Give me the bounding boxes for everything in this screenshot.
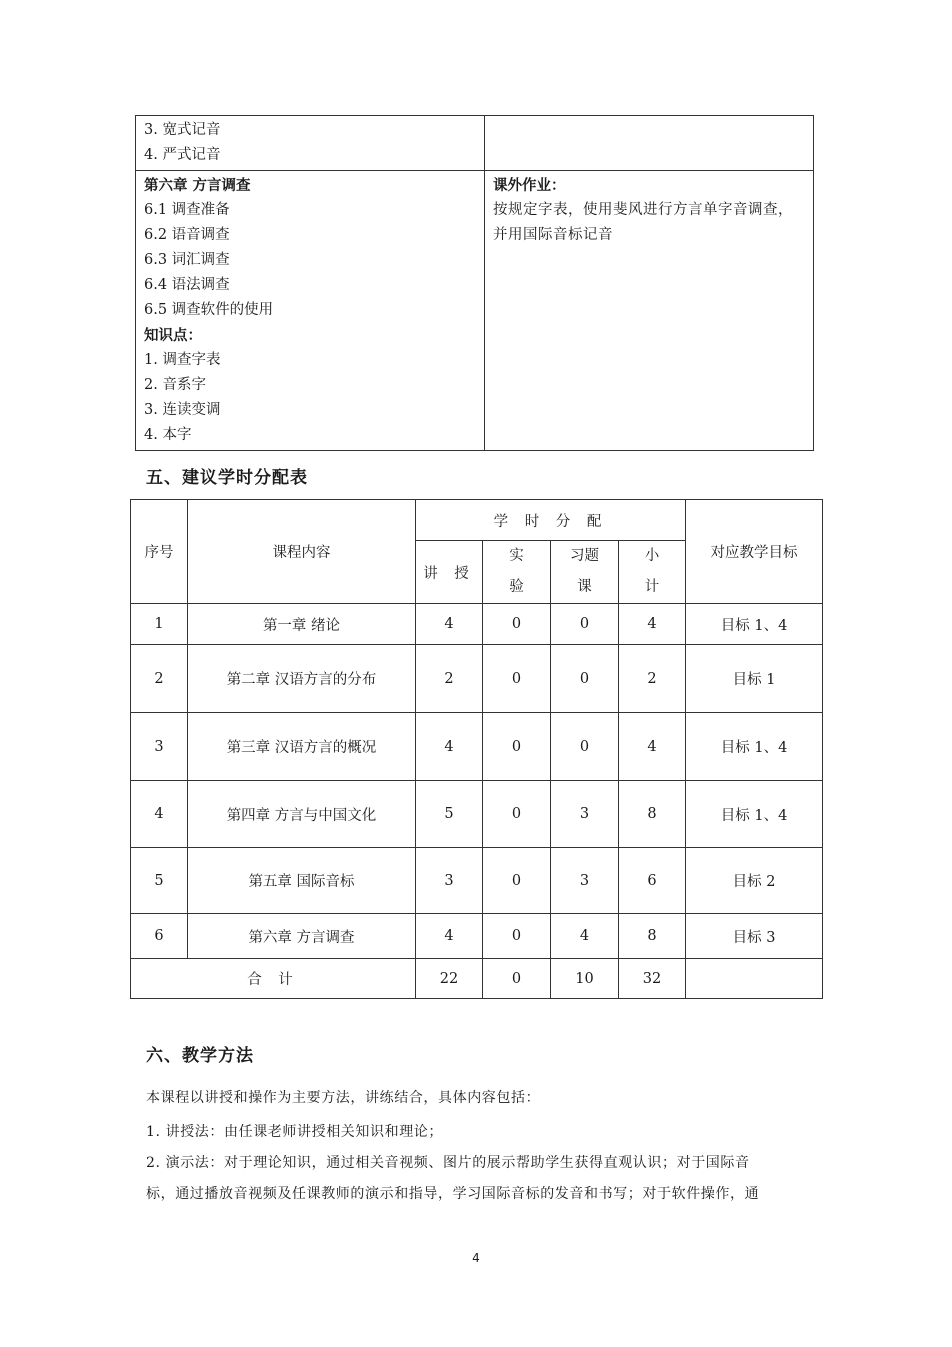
paragraph: 本课程以讲授和操作为主要方法，讲练结合，具体内容包括：	[146, 1090, 541, 1106]
header-experiment-line: 验	[509, 579, 524, 595]
cell-lecture: 4	[416, 604, 483, 645]
list-item: 6.3 词汇调查	[144, 252, 230, 268]
header-goal: 对应教学目标	[686, 500, 823, 604]
cell-experiment: 0	[483, 781, 551, 848]
total-lecture: 22	[416, 959, 483, 999]
hours-allocation-table	[130, 499, 823, 999]
section6-title: 六、教学方法	[146, 1046, 254, 1066]
paragraph: 标，通过播放音视频及任课教师的演示和指导，学习国际音标的发音和书写；对于软件操作，通	[146, 1186, 760, 1202]
cell-subtotal: 6	[619, 848, 686, 914]
cell-no: 2	[131, 645, 188, 713]
row1-left-cell	[136, 116, 485, 171]
list-item: 6.2 语音调查	[144, 227, 230, 243]
homework-text: 按规定字表，使用斐风进行方言单字音调查，并用国际音标记音	[493, 202, 793, 243]
cell-lecture: 4	[416, 713, 483, 781]
total-subtotal: 32	[619, 959, 686, 999]
cell-experiment: 0	[483, 713, 551, 781]
total-experiment: 0	[483, 959, 551, 999]
header-subtotal	[619, 541, 686, 604]
cell-no: 3	[131, 713, 188, 781]
chapter-title: 第六章 方言调查	[144, 177, 251, 194]
header-subtotal-line: 小	[644, 548, 660, 564]
row1-right-cell	[485, 116, 814, 171]
cell-exercise: 3	[551, 848, 619, 914]
cell-goal: 目标 1	[686, 645, 823, 713]
total-row	[131, 959, 823, 999]
header-subtotal-line: 计	[644, 579, 660, 595]
cell-goal: 目标 3	[686, 914, 823, 959]
cell-content: 第六章 方言调查	[188, 914, 416, 959]
cell-no: 4	[131, 781, 188, 848]
cell-content: 第一章 绪论	[188, 604, 416, 645]
header-no: 序号	[131, 500, 188, 604]
cell-experiment: 0	[483, 645, 551, 713]
total-exercise: 10	[551, 959, 619, 999]
cell-no: 6	[131, 914, 188, 959]
cell-lecture: 2	[416, 645, 483, 713]
list-item: 6.1 调查准备	[144, 202, 230, 218]
header-experiment	[483, 541, 551, 604]
cell-subtotal: 8	[619, 914, 686, 959]
paragraph: 1. 讲授法：由任课老师讲授相关知识和理论；	[146, 1124, 444, 1140]
cell-content: 第三章 汉语方言的概况	[188, 713, 416, 781]
cell-lecture: 5	[416, 781, 483, 848]
list-item: 3. 宽式记音	[144, 122, 221, 138]
cell-goal: 目标 1、4	[686, 604, 823, 645]
table-row	[131, 781, 823, 848]
total-label: 合 计	[131, 959, 416, 999]
cell-subtotal: 4	[619, 604, 686, 645]
paragraph: 2. 演示法：对于理论知识，通过相关音视频、图片的展示帮助学生获得直观认识；对于国际音	[146, 1155, 750, 1171]
cell-exercise: 3	[551, 781, 619, 848]
cell-goal: 目标 2	[686, 848, 823, 914]
section5-title: 五、建议学时分配表	[146, 468, 308, 488]
cell-exercise: 0	[551, 713, 619, 781]
cell-no: 5	[131, 848, 188, 914]
list-item: 2. 音系字	[144, 377, 206, 393]
cell-subtotal: 2	[619, 645, 686, 713]
cell-exercise: 0	[551, 604, 619, 645]
table-row	[131, 914, 823, 959]
header-hours: 学 时 分 配	[416, 500, 686, 541]
cell-goal: 目标 1、4	[686, 713, 823, 781]
list-item: 4. 本字	[144, 427, 192, 443]
cell-experiment: 0	[483, 604, 551, 645]
cell-lecture: 3	[416, 848, 483, 914]
list-item: 4. 严式记音	[144, 147, 221, 163]
cell-content: 第五章 国际音标	[188, 848, 416, 914]
homework-title: 课外作业：	[493, 177, 566, 194]
row2-left-cell	[136, 171, 485, 451]
cell-goal: 目标 1、4	[686, 781, 823, 848]
syllabus-table	[135, 115, 814, 451]
knowledge-points-title: 知识点：	[144, 327, 202, 344]
cell-experiment: 0	[483, 914, 551, 959]
cell-subtotal: 4	[619, 713, 686, 781]
page-number: 4	[472, 1251, 480, 1265]
table-row	[131, 848, 823, 914]
cell-content: 第四章 方言与中国文化	[188, 781, 416, 848]
cell-subtotal: 8	[619, 781, 686, 848]
list-item: 6.5 调查软件的使用	[144, 302, 274, 318]
table-row	[131, 604, 823, 645]
total-goal	[686, 959, 823, 999]
cell-lecture: 4	[416, 914, 483, 959]
header-lecture: 讲 授	[416, 541, 483, 604]
table-row	[131, 645, 823, 713]
cell-content: 第二章 汉语方言的分布	[188, 645, 416, 713]
header-exercise-line: 课	[577, 579, 592, 595]
header-exercise	[551, 541, 619, 604]
header-exercise-line: 习题	[570, 548, 599, 564]
header-content: 课程内容	[188, 500, 416, 604]
table-row	[131, 713, 823, 781]
list-item: 6.4 语法调查	[144, 277, 230, 293]
cell-no: 1	[131, 604, 188, 645]
row2-right-cell	[485, 171, 814, 451]
header-experiment-line: 实	[509, 548, 524, 564]
cell-experiment: 0	[483, 848, 551, 914]
cell-exercise: 4	[551, 914, 619, 959]
cell-exercise: 0	[551, 645, 619, 713]
list-item: 3. 连读变调	[144, 402, 221, 418]
list-item: 1. 调查字表	[144, 352, 221, 368]
